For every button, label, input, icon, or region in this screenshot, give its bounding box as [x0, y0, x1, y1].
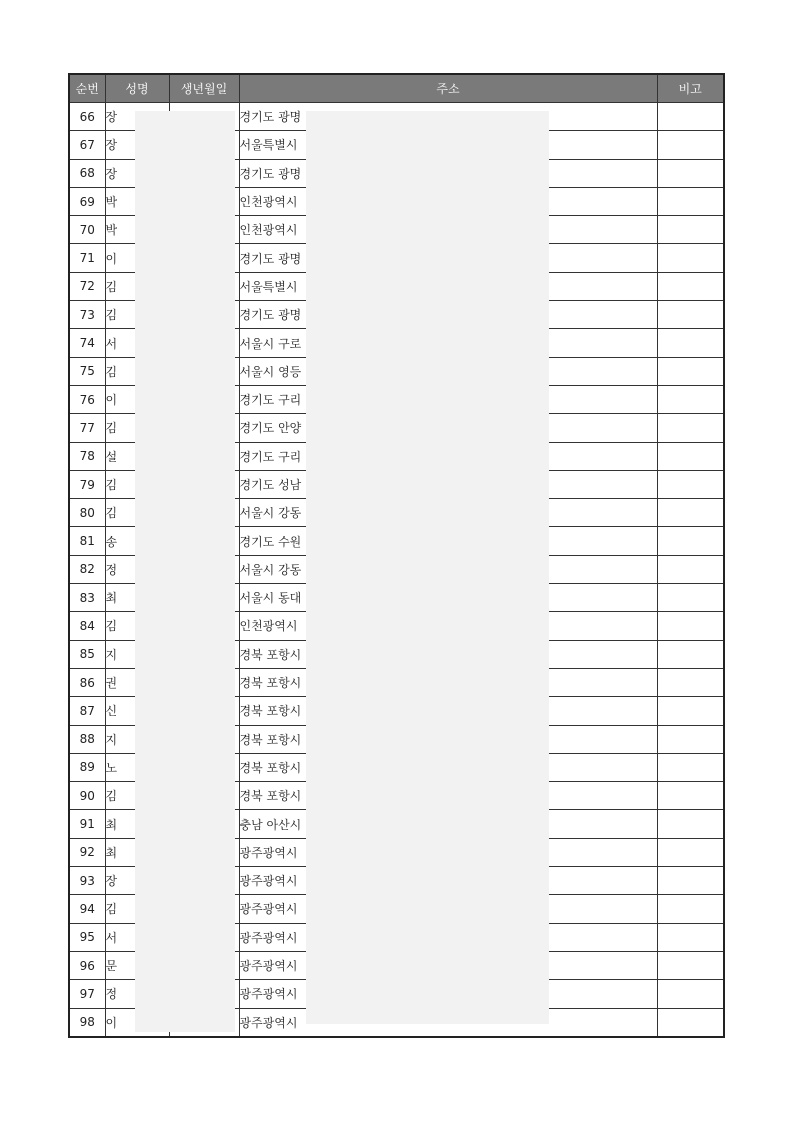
row-note [657, 980, 724, 1008]
row-number: 86 [69, 668, 105, 696]
row-name: 이 [105, 244, 169, 272]
row-note [657, 951, 724, 979]
row-number: 95 [69, 923, 105, 951]
row-note [657, 216, 724, 244]
row-note [657, 131, 724, 159]
row-note [657, 838, 724, 866]
row-name: 김 [105, 357, 169, 385]
row-note [657, 414, 724, 442]
row-address: 경북 포항시 [239, 782, 657, 810]
row-number: 98 [69, 1008, 105, 1037]
row-number: 89 [69, 753, 105, 781]
row-name: 최 [105, 838, 169, 866]
row-number: 85 [69, 640, 105, 668]
row-name: 권 [105, 668, 169, 696]
row-address: 경기도 구리 [239, 385, 657, 413]
row-address: 광주광역시 [239, 1008, 657, 1037]
row-note [657, 612, 724, 640]
row-note [657, 697, 724, 725]
row-note [657, 668, 724, 696]
row-name: 지 [105, 640, 169, 668]
row-note [657, 329, 724, 357]
row-address: 서울특별시 [239, 131, 657, 159]
row-number: 87 [69, 697, 105, 725]
row-number: 96 [69, 951, 105, 979]
redaction-block-address [306, 111, 549, 1024]
row-note [657, 640, 724, 668]
row-number: 92 [69, 838, 105, 866]
row-number: 74 [69, 329, 105, 357]
row-address: 경기도 광명 [239, 244, 657, 272]
row-number: 73 [69, 301, 105, 329]
row-note [657, 810, 724, 838]
row-name: 장 [105, 131, 169, 159]
row-address: 광주광역시 [239, 895, 657, 923]
row-address: 경기도 안양 [239, 414, 657, 442]
row-address: 경기도 광명 [239, 159, 657, 187]
row-note [657, 159, 724, 187]
row-name: 신 [105, 697, 169, 725]
row-address: 광주광역시 [239, 980, 657, 1008]
row-note [657, 782, 724, 810]
row-note [657, 895, 724, 923]
row-number: 91 [69, 810, 105, 838]
row-note [657, 187, 724, 215]
row-note [657, 725, 724, 753]
row-name: 노 [105, 753, 169, 781]
row-note [657, 244, 724, 272]
row-address: 경북 포항시 [239, 697, 657, 725]
redaction-block-birthdate [135, 111, 235, 1032]
row-number: 78 [69, 442, 105, 470]
row-address: 인천광역시 [239, 187, 657, 215]
row-address: 광주광역시 [239, 867, 657, 895]
row-name: 이 [105, 1008, 169, 1037]
row-name: 김 [105, 782, 169, 810]
row-name: 장 [105, 867, 169, 895]
row-note [657, 499, 724, 527]
row-address: 충남 아산시 [239, 810, 657, 838]
row-number: 72 [69, 272, 105, 300]
header-name: 성명 [105, 74, 169, 103]
row-address: 경기도 광명 [239, 301, 657, 329]
row-address: 광주광역시 [239, 951, 657, 979]
row-address: 경기도 수원 [239, 527, 657, 555]
row-name: 박 [105, 187, 169, 215]
header-birthdate: 생년월일 [169, 74, 239, 103]
row-note [657, 867, 724, 895]
row-number: 80 [69, 499, 105, 527]
row-number: 77 [69, 414, 105, 442]
row-number: 97 [69, 980, 105, 1008]
row-name: 김 [105, 272, 169, 300]
row-address: 경기도 구리 [239, 442, 657, 470]
row-name: 송 [105, 527, 169, 555]
row-number: 75 [69, 357, 105, 385]
row-number: 69 [69, 187, 105, 215]
row-note [657, 923, 724, 951]
row-number: 81 [69, 527, 105, 555]
row-address: 경북 포항시 [239, 725, 657, 753]
row-number: 68 [69, 159, 105, 187]
row-note [657, 385, 724, 413]
row-number: 71 [69, 244, 105, 272]
row-name: 장 [105, 103, 169, 131]
row-name: 최 [105, 810, 169, 838]
row-note [657, 470, 724, 498]
row-name: 김 [105, 895, 169, 923]
row-address: 경북 포항시 [239, 668, 657, 696]
row-name: 최 [105, 584, 169, 612]
row-note [657, 584, 724, 612]
row-name: 김 [105, 612, 169, 640]
row-name: 이 [105, 385, 169, 413]
row-number: 83 [69, 584, 105, 612]
row-note [657, 753, 724, 781]
row-name: 김 [105, 414, 169, 442]
row-number: 70 [69, 216, 105, 244]
row-note [657, 357, 724, 385]
row-number: 84 [69, 612, 105, 640]
row-name: 김 [105, 499, 169, 527]
row-note [657, 1008, 724, 1037]
row-address: 경기도 광명 [239, 103, 657, 131]
row-name: 정 [105, 555, 169, 583]
row-address: 서울시 영등 [239, 357, 657, 385]
row-name: 서 [105, 923, 169, 951]
row-address: 서울시 동대 [239, 584, 657, 612]
row-address: 인천광역시 [239, 216, 657, 244]
row-number: 93 [69, 867, 105, 895]
row-name: 장 [105, 159, 169, 187]
row-name: 설 [105, 442, 169, 470]
row-name: 서 [105, 329, 169, 357]
row-name: 김 [105, 301, 169, 329]
header-number: 순번 [69, 74, 105, 103]
row-number: 76 [69, 385, 105, 413]
row-address: 경북 포항시 [239, 753, 657, 781]
row-address: 광주광역시 [239, 923, 657, 951]
row-name: 문 [105, 951, 169, 979]
row-note [657, 527, 724, 555]
row-number: 90 [69, 782, 105, 810]
header-note: 비고 [657, 74, 724, 103]
row-number: 66 [69, 103, 105, 131]
row-note [657, 103, 724, 131]
row-number: 79 [69, 470, 105, 498]
row-name: 박 [105, 216, 169, 244]
row-address: 인천광역시 [239, 612, 657, 640]
row-address: 광주광역시 [239, 838, 657, 866]
row-name: 지 [105, 725, 169, 753]
row-note [657, 301, 724, 329]
row-address: 서울시 구로 [239, 329, 657, 357]
header-row [69, 74, 724, 103]
row-note [657, 272, 724, 300]
row-number: 67 [69, 131, 105, 159]
row-name: 정 [105, 980, 169, 1008]
row-note [657, 442, 724, 470]
row-address: 서울시 강동 [239, 499, 657, 527]
row-note [657, 555, 724, 583]
row-number: 82 [69, 555, 105, 583]
row-number: 88 [69, 725, 105, 753]
row-address: 서울특별시 [239, 272, 657, 300]
row-number: 94 [69, 895, 105, 923]
row-name: 김 [105, 470, 169, 498]
header-address: 주소 [239, 74, 657, 103]
row-address: 서울시 강동 [239, 555, 657, 583]
row-address: 경북 포항시 [239, 640, 657, 668]
row-address: 경기도 성남 [239, 470, 657, 498]
